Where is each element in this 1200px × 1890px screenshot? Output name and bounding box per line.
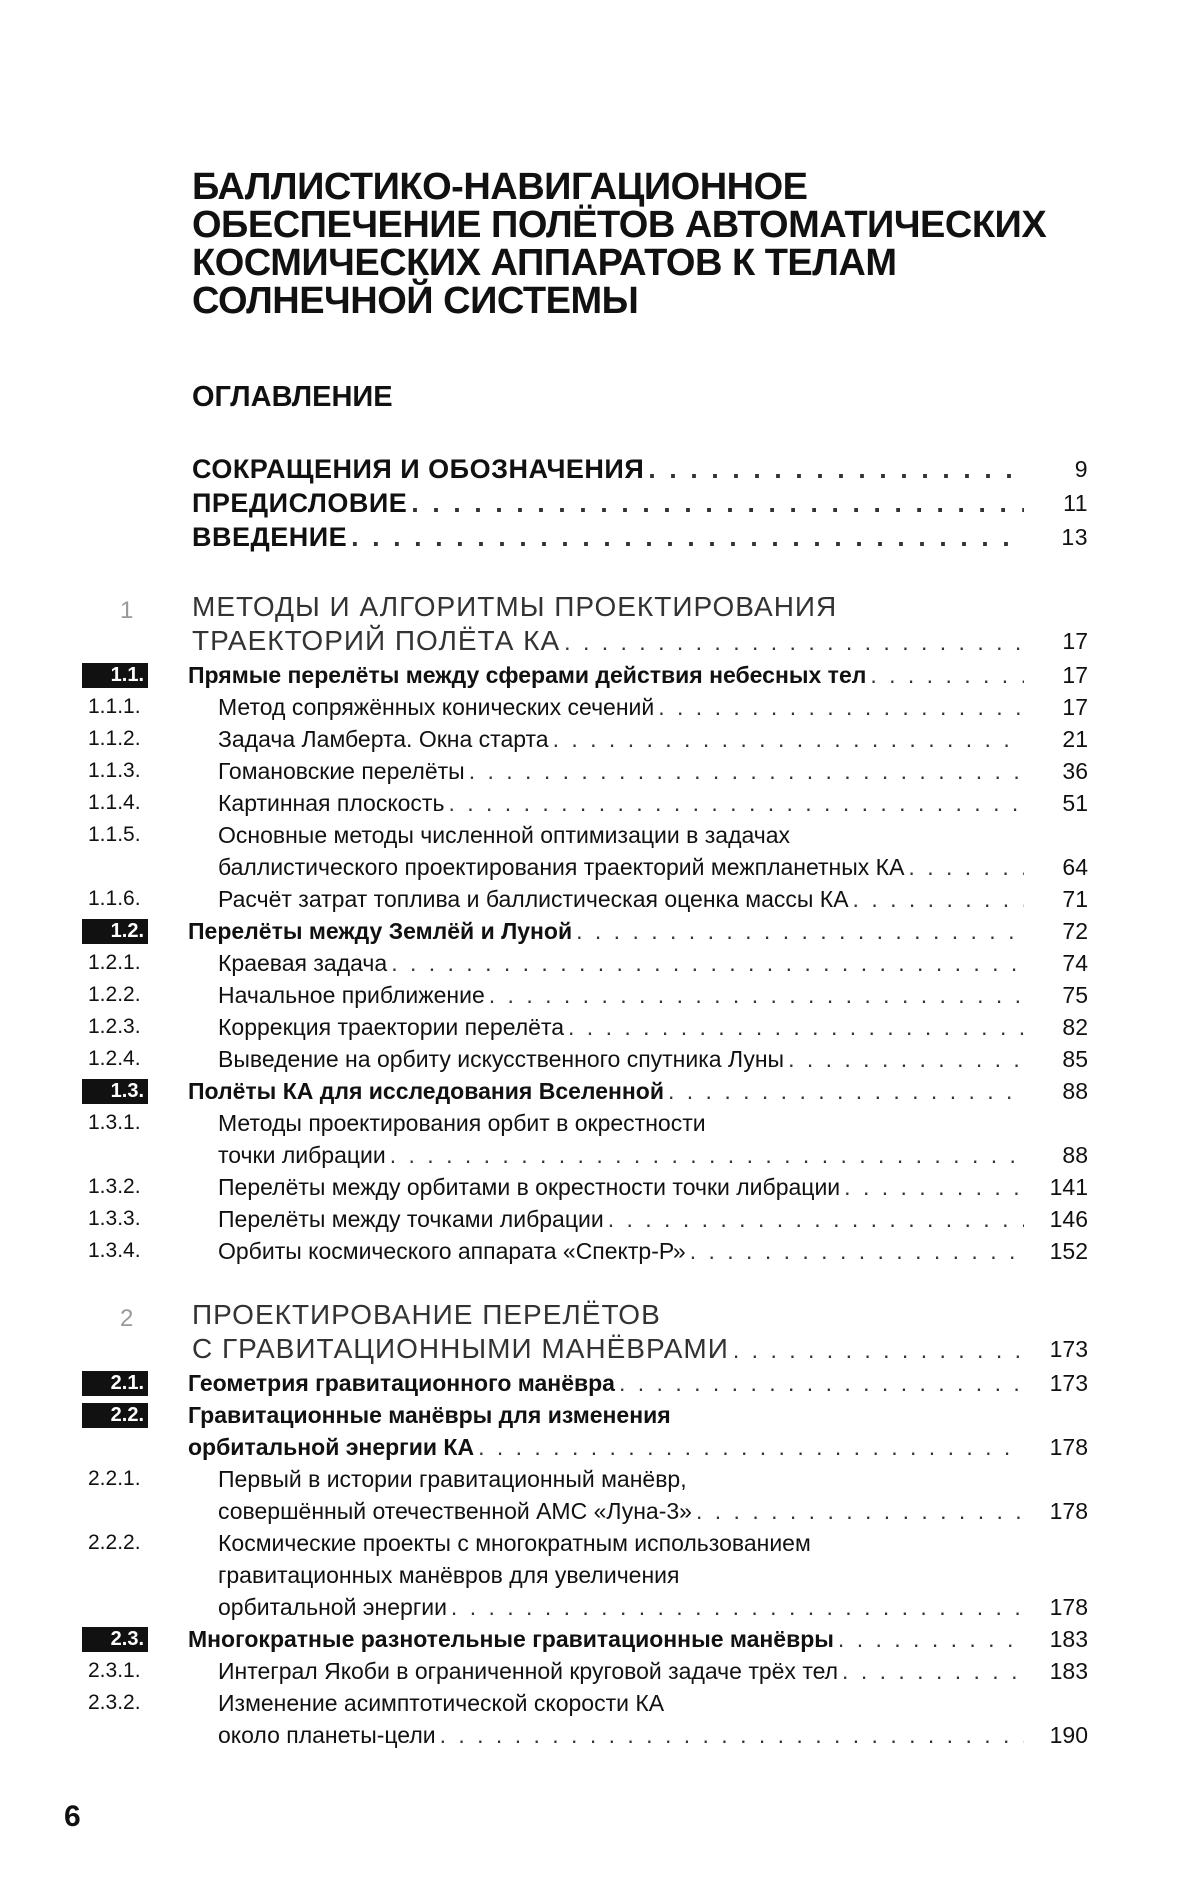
section-number-badge: 1.2. [82, 919, 148, 944]
toc-entry-title: орбитальной энергии [218, 1594, 447, 1620]
section-number-badge: 2.2. [82, 1403, 148, 1428]
chapter-title-line: С ГРАВИТАЦИОННЫМИ МАНЁВРАМИ [192, 1333, 729, 1364]
subsection-number: 1.2.2. [88, 983, 141, 1006]
toc-entry-page: 88 [1062, 1078, 1088, 1104]
toc-entry-title: Перелёты между орбитами в окрестности точки либрации [218, 1174, 841, 1200]
toc-entry-page: 21 [1062, 726, 1088, 752]
chapter-title-line: ПРОЕКТИРОВАНИЕ ПЕРЕЛЁТОВ [192, 1299, 661, 1330]
section-number-badge: 2.3. [82, 1627, 148, 1652]
subsection-number: 2.2.1. [88, 1467, 141, 1490]
toc-entry-page: 71 [1062, 886, 1088, 912]
toc-entry-page: 146 [1049, 1206, 1088, 1232]
toc-entry-page: 64 [1062, 854, 1088, 880]
title-line: ОБЕСПЕЧЕНИЕ ПОЛЁТОВ АВТОМАТИЧЕСКИХ [192, 204, 1047, 246]
toc-entry-title: Коррекция траектории перелёта [218, 1014, 565, 1040]
toc-entry-title: Краевая задача [218, 950, 388, 976]
toc-entry-page: 74 [1062, 950, 1088, 976]
toc-entry-title: Космические проекты с многократным использованием [218, 1530, 811, 1556]
toc-entry-page: 88 [1062, 1142, 1088, 1168]
toc-entry-page: 183 [1049, 1626, 1088, 1652]
toc-entry-title: Первый в истории гравитационный манёвр, [218, 1466, 687, 1492]
subsection-number: 1.2.1. [88, 951, 141, 974]
toc-entry-title: Перелёты между Землёй и Луной [188, 918, 573, 944]
toc-entry-title: Расчёт затрат топлива и баллистическая оценка массы КА [218, 886, 849, 912]
toc-entry-title: около планеты-цели [218, 1722, 436, 1748]
toc-entry-title: Методы проектирования орбит в окрестности [218, 1110, 706, 1136]
toc-entry-title: ПРЕДИСЛОВИЕ [192, 488, 408, 518]
toc-entry-page: 141 [1049, 1174, 1088, 1200]
subsection-number: 2.2.2. [88, 1531, 141, 1554]
toc-entry-title: Изменение асимптотической скорости КА [218, 1690, 665, 1716]
toc-entry-title: Орбиты космического аппарата «Спектр-Р» [218, 1238, 686, 1264]
toc-entry-title: баллистического проектирования траекторий межпланетных КА [218, 854, 905, 880]
toc-entry-page: 173 [1049, 1370, 1088, 1396]
page-number: 6 [64, 1800, 81, 1833]
toc-entry-page: 72 [1062, 918, 1088, 944]
toc-entry-page: 178 [1049, 1594, 1088, 1620]
book-title [192, 168, 1052, 320]
toc-entry-page: 36 [1062, 758, 1088, 784]
title-line: БАЛЛИСТИКО-НАВИГАЦИОННОЕ [192, 166, 808, 208]
toc-entry-page: 75 [1062, 982, 1088, 1008]
subsection-number: 1.1.4. [88, 791, 141, 814]
toc-entry-page: 82 [1062, 1014, 1088, 1040]
toc-entry-title: Перелёты между точками либрации [218, 1206, 604, 1232]
toc-entry-title: Начальное приближение [218, 982, 485, 1008]
toc-entry-title: Прямые перелёты между сферами действия небесных тел [188, 662, 867, 688]
toc-entry-title: ВВЕДЕНИЕ [192, 522, 348, 552]
chapter-number: 1 [120, 597, 134, 624]
toc-entry-page: 51 [1062, 790, 1088, 816]
subsection-number: 1.1.2. [88, 727, 141, 750]
toc-entry-page: 11 [1063, 490, 1088, 516]
chapter-title-line: ТРАЕКТОРИЙ ПОЛЁТА КА [192, 625, 561, 656]
toc-entry-page: 9 [1074, 456, 1088, 482]
toc-entry-page: 17 [1062, 628, 1088, 654]
toc-entry-page: 152 [1049, 1238, 1088, 1264]
toc-entry-title: Метод сопряжённых конических сечений [218, 694, 655, 720]
toc-entry-page: 85 [1062, 1046, 1088, 1072]
toc-entry-title: гравитационных манёвров для увеличения [218, 1562, 680, 1588]
subsection-number: 1.2.3. [88, 1015, 141, 1038]
toc-entry-title: Полёты КА для исследования Вселенной [188, 1078, 664, 1104]
subsection-number: 1.3.3. [88, 1207, 141, 1230]
toc-entry-title: Картинная плоскость [218, 790, 445, 816]
toc-entry-title: Многократные разнотельные гравитационные манёвры [188, 1626, 834, 1652]
chapter-number: 2 [120, 1305, 134, 1332]
subsection-number: 2.3.2. [88, 1691, 141, 1714]
toc-entry-title: Интеграл Якоби в ограниченной круговой задаче трёх тел [218, 1658, 839, 1684]
toc-entry-page: 183 [1049, 1658, 1088, 1684]
toc-entry-page: 17 [1062, 662, 1088, 688]
toc-entry-title: Задача Ламберта. Окна старта [218, 726, 549, 752]
toc-heading: ОГЛАВЛЕНИЕ [192, 381, 393, 413]
section-number-badge: 2.1. [82, 1371, 148, 1396]
toc-entry-title: Гравитационные манёвры для изменения [188, 1402, 671, 1428]
toc-entry-title: орбитальной энергии КА [188, 1434, 475, 1460]
title-line: КОСМИЧЕСКИХ АППАРАТОВ К ТЕЛАМ [192, 242, 897, 284]
toc-entry-title: СОКРАЩЕНИЯ И ОБОЗНАЧЕНИЯ [192, 454, 645, 484]
toc-entry-title: точки либрации [218, 1142, 386, 1168]
subsection-number: 1.1.3. [88, 759, 141, 782]
toc-entry-page: 190 [1049, 1722, 1088, 1748]
subsection-number: 1.3.2. [88, 1175, 141, 1198]
toc-entry-title: Основные методы численной оптимизации в задачах [218, 822, 791, 848]
chapter-title-line: МЕТОДЫ И АЛГОРИТМЫ ПРОЕКТИРОВАНИЯ [192, 591, 838, 622]
title-line: СОЛНЕЧНОЙ СИСТЕМЫ [192, 280, 639, 322]
toc-entry-page: 13 [1061, 524, 1088, 550]
section-number-badge: 1.1. [82, 663, 148, 688]
subsection-number: 1.3.4. [88, 1239, 141, 1262]
subsection-number: 1.3.1. [88, 1111, 141, 1134]
subsection-number: 1.1.5. [88, 823, 141, 846]
toc-entry-page: 173 [1049, 1336, 1088, 1362]
toc-entry-title: Гомановские перелёты [218, 758, 465, 784]
toc-entry-page: 178 [1049, 1498, 1088, 1524]
toc-entry-title: совершённый отечественной АМС «Луна-3» [218, 1498, 692, 1524]
section-number-badge: 1.3. [82, 1079, 148, 1104]
toc-entry-title: Геометрия гравитационного манёвра [188, 1370, 615, 1396]
subsection-number: 1.1.6. [88, 887, 141, 910]
toc-entry-page: 178 [1049, 1434, 1088, 1460]
toc-entry-page: 17 [1062, 694, 1088, 720]
subsection-number: 1.2.4. [88, 1047, 141, 1070]
toc-entry-title: Выведение на орбиту искусственного спутника Луны [218, 1046, 785, 1072]
subsection-number: 1.1.1. [88, 695, 141, 718]
subsection-number: 2.3.1. [88, 1659, 141, 1682]
